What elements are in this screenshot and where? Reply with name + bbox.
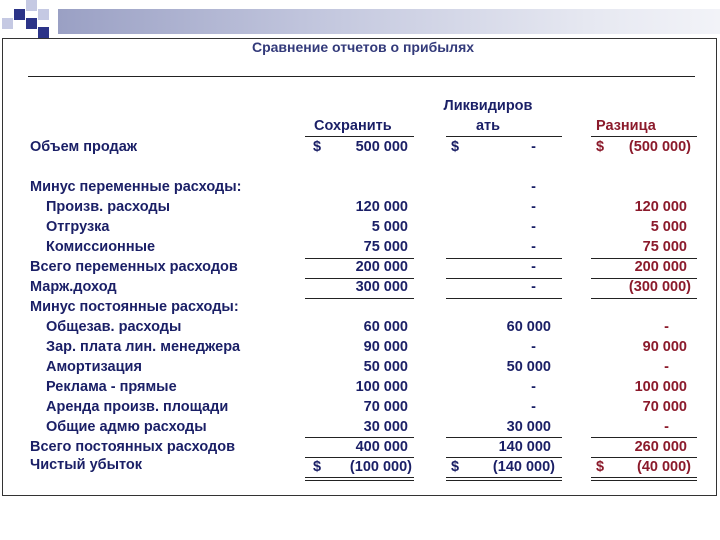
cell-liq: - xyxy=(531,219,536,235)
deco-square xyxy=(26,0,37,11)
cell-keep: 70 000 xyxy=(363,399,408,415)
cell-keep: 90 000 xyxy=(363,339,408,355)
cell-diff: (40 000) xyxy=(636,459,691,475)
cell-liq: 30 000 xyxy=(506,419,551,435)
cell-diff: - xyxy=(664,419,669,435)
row-label: Аренда произв. площади xyxy=(46,399,229,415)
cell-keep: 400 000 xyxy=(355,439,408,455)
header-diff: Разница xyxy=(596,118,656,134)
header-rule-keep xyxy=(305,136,414,137)
cell-liq: - xyxy=(531,379,536,395)
cell-diff: 120 000 xyxy=(634,199,687,215)
cell-diff: 5 000 xyxy=(650,219,687,235)
subtotal-rule xyxy=(591,298,697,299)
table-frame xyxy=(2,38,717,496)
cell-diff: (500 000) xyxy=(628,139,691,155)
cell-diff: - xyxy=(664,359,669,375)
header-rule-liq xyxy=(446,136,562,137)
cell-liq: - xyxy=(531,199,536,215)
cell-liq: - xyxy=(531,399,536,415)
row-label: Произв. расходы xyxy=(46,199,170,215)
cell-liq: 140 000 xyxy=(498,439,551,455)
cell-liq: - xyxy=(531,139,536,155)
currency-symbol: $ xyxy=(451,459,460,475)
cell-diff: 100 000 xyxy=(634,379,687,395)
row-label: Общезав. расходы xyxy=(46,319,182,335)
cell-keep: 60 000 xyxy=(363,319,408,335)
total-double-rule xyxy=(305,477,414,478)
cell-keep: 120 000 xyxy=(355,199,408,215)
cell-keep: 50 000 xyxy=(363,359,408,375)
row-label: Отгрузка xyxy=(46,219,110,235)
total-double-rule xyxy=(305,480,414,481)
row-label: Марж.доход xyxy=(30,279,117,295)
total-double-rule xyxy=(446,480,562,481)
row-label: Всего переменных расходов xyxy=(30,259,238,275)
row-label: Амортизация xyxy=(46,359,142,375)
cell-diff: 70 000 xyxy=(642,399,687,415)
cell-liq: (140 000) xyxy=(492,459,555,475)
currency-symbol: $ xyxy=(313,459,322,475)
cell-liq: - xyxy=(531,279,536,295)
row-label: Минус переменные расходы: xyxy=(30,179,242,195)
row-label: Всего постоянных расходов xyxy=(30,439,235,455)
row-label: Минус постоянные расходы: xyxy=(30,299,239,315)
row-label: Комиссионные xyxy=(46,239,156,255)
cell-liq: 60 000 xyxy=(506,319,551,335)
row-label: Реклама - прямые xyxy=(46,379,177,395)
deco-gradient-bar xyxy=(58,9,720,34)
cell-liq: - xyxy=(531,179,536,195)
cell-liq: 50 000 xyxy=(506,359,551,375)
deco-square xyxy=(26,18,37,29)
cell-liq: - xyxy=(531,239,536,255)
total-double-rule xyxy=(446,477,562,478)
total-double-rule xyxy=(591,480,697,481)
row-label: Чистый убыток xyxy=(30,457,143,473)
cell-diff: 200 000 xyxy=(634,259,687,275)
row-label: Общие адмю расходы xyxy=(46,419,207,435)
header-keep: Сохранить xyxy=(314,118,392,134)
currency-symbol: $ xyxy=(451,139,460,155)
cell-keep: 500 000 xyxy=(355,139,408,155)
header-liquidate-line2: ать xyxy=(475,118,501,134)
header-liquidate-line1: Ликвидиров xyxy=(443,98,533,114)
cell-liq: - xyxy=(531,259,536,275)
page-title: Сравнение отчетов о прибылях xyxy=(251,39,475,55)
cell-keep: 5 000 xyxy=(371,219,408,235)
slide-decoration xyxy=(0,0,720,38)
header-rule-diff xyxy=(591,136,697,137)
deco-square xyxy=(14,9,25,20)
row-label: Зар. плата лин. менеджера xyxy=(46,339,241,355)
deco-square xyxy=(38,9,49,20)
subtotal-rule xyxy=(446,298,562,299)
cell-diff: 90 000 xyxy=(642,339,687,355)
cell-keep: 200 000 xyxy=(355,259,408,275)
cell-diff: (300 000) xyxy=(628,279,691,295)
cell-keep: (100 000) xyxy=(349,459,412,475)
row-label: Объем продаж xyxy=(30,139,138,155)
title-underline xyxy=(28,76,695,77)
cell-keep: 75 000 xyxy=(363,239,408,255)
cell-keep: 30 000 xyxy=(363,419,408,435)
subtotal-rule xyxy=(305,298,414,299)
total-double-rule xyxy=(591,477,697,478)
cell-keep: 100 000 xyxy=(355,379,408,395)
deco-square xyxy=(2,18,13,29)
cell-diff: 75 000 xyxy=(642,239,687,255)
cell-diff: - xyxy=(664,319,669,335)
deco-square xyxy=(38,27,49,38)
currency-symbol: $ xyxy=(596,139,605,155)
cell-diff: 260 000 xyxy=(634,439,687,455)
cell-keep: 300 000 xyxy=(355,279,408,295)
currency-symbol: $ xyxy=(313,139,322,155)
cell-liq: - xyxy=(531,339,536,355)
currency-symbol: $ xyxy=(596,459,605,475)
